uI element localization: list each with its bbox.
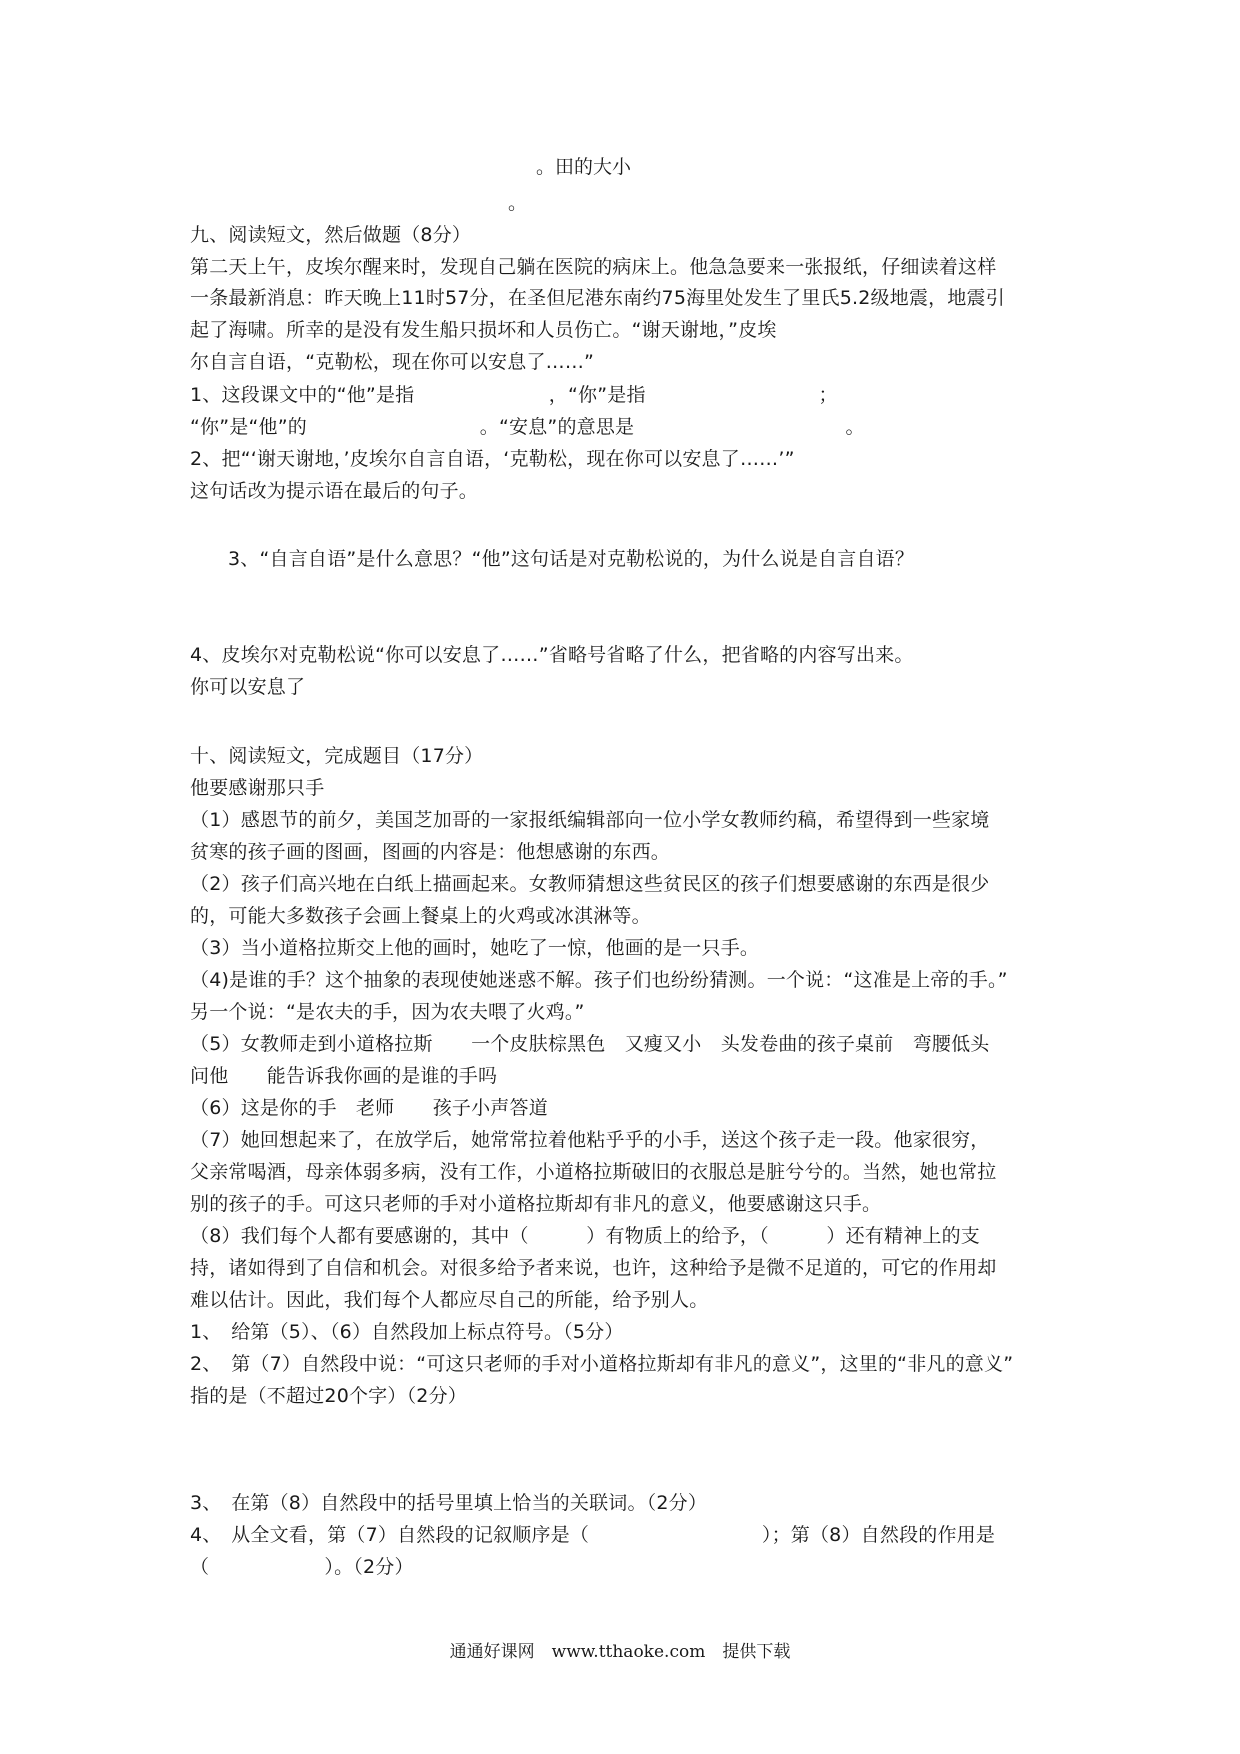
paragraph-line: 父亲常喝酒，母亲体弱多病，没有工作，小道格拉斯破旧的衣服总是脏兮兮的。当然，她也常拉 [190,1161,997,1183]
section10-heading: 十、阅读短文，完成题目（17分） [190,745,484,767]
passage-line: 一条最新消息：昨天晚上11时57分，在圣但尼港东南约75海里处发生了里氏5.2级地震，地震引 [190,287,1005,309]
question-3: 3、“自言自语”是什么意思？“他”这句话是对克勒松说的，为什么说是自言自语？ [228,548,915,570]
exercise-line: 1、 给第（5）、（6）自然段加上标点符号。（5分） [190,1321,624,1343]
paragraph-line: 别的孩子的手。可这只老师的手对小道格拉斯却有非凡的意义，他要感谢这只手。 [190,1193,882,1215]
article-title: 他要感谢那只手 [190,777,325,799]
top-fragment-dot: 。 [508,192,528,214]
question-1-line: “你”是“他”的 。“安息”的意思是 。 [190,416,865,438]
paragraph-line: （8）我们每个人都有要感谢的，其中（ ）有物质上的给予，（ ）还有精神上的支 [190,1225,980,1247]
paragraph-line: （2）孩子们高兴地在白纸上描画起来。女教师猜想这些贫民区的孩子们想要感谢的东西是很少 [190,873,990,895]
top-fragment-line: 。田的大小 [536,156,632,178]
paragraph-line: 问他 能告诉我你画的是谁的手吗 [190,1065,498,1087]
exercise-line: 3、 在第（8）自然段中的括号里填上恰当的关联词。（2分） [190,1492,708,1514]
question-4-line: 4、皮埃尔对克勒松说“你可以安息了……”省略号省略了什么，把省略的内容写出来。 [190,644,914,666]
paragraph-line: （7）她回想起来了，在放学后，她常常拉着他粘乎乎的小手，送这个孩子走一段。他家很穷， [190,1129,990,1151]
exercise-line: 2、 第（7）自然段中说：“可这只老师的手对小道格拉斯却有非凡的意义”，这里的“非凡的意义” [190,1353,1014,1375]
passage-line: 起了海啸。所幸的是没有发生船只损坏和人员伤亡。“谢天谢地，”皮埃 [190,319,777,341]
question-1-line: 1、这段课文中的“他”是指 ，“你”是指 ； [190,384,838,406]
paragraph-line: 难以估计。因此，我们每个人都应尽自己的所能，给予别人。 [190,1289,709,1311]
passage-line: 尔自言自语，“克勒松，现在你可以安息了……” [190,351,595,373]
paragraph-line: 贫寒的孩子画的图画，图画的内容是：他想感谢的东西。 [190,841,671,863]
paragraph-line: 持，诸如得到了自信和机会。对很多给予者来说，也许，这种给予是微不足道的，可它的作用却 [190,1257,997,1279]
exercise-line: （ ）。（2分） [190,1556,414,1578]
passage-line: 第二天上午，皮埃尔醒来时，发现自己躺在医院的病床上。他急急要来一张报纸，仔细读着这样 [190,256,997,278]
paragraph-line: （6）这是你的手 老师 孩子小声答道 [190,1097,548,1119]
question-2-line: 这句话改为提示语在最后的句子。 [190,480,479,502]
section9-heading: 九、阅读短文，然后做题（8分） [190,224,472,246]
paragraph-line: （1）感恩节的前夕，美国芝加哥的一家报纸编辑部向一位小学女教师约稿，希望得到一些家境 [190,809,990,831]
paragraph-line: （3）当小道格拉斯交上他的画时，她吃了一惊，他画的是一只手。 [190,937,760,959]
paragraph-line: （5）女教师走到小道格拉斯 一个皮肤棕黑色 又瘦又小 头发卷曲的孩子桌前 弯腰低头 [190,1033,990,1055]
question-2-line: 2、把“‘谢天谢地，’皮埃尔自言自语，‘克勒松，现在你可以安息了……’” [190,448,795,470]
page-footer: 通通好课网 www.tthaoke.com 提供下载 [449,1642,791,1662]
exercise-line: 4、 从全文看，第（7）自然段的记叙顺序是（ ）；第（8）自然段的作用是 [190,1524,996,1546]
paragraph-line: （4)是谁的手？这个抽象的表现使她迷惑不解。孩子们也纷纷猜测。一个说：“这准是上帝的手。” [190,969,1008,991]
paragraph-line: 的，可能大多数孩子会画上餐桌上的火鸡或冰淇淋等。 [190,905,651,927]
paragraph-line: 另一个说：“是农夫的手，因为农夫喂了火鸡。” [190,1001,585,1023]
exercise-line: 指的是（不超过20个字）（2分） [190,1385,467,1407]
question-4-line: 你可以安息了 [190,676,306,698]
